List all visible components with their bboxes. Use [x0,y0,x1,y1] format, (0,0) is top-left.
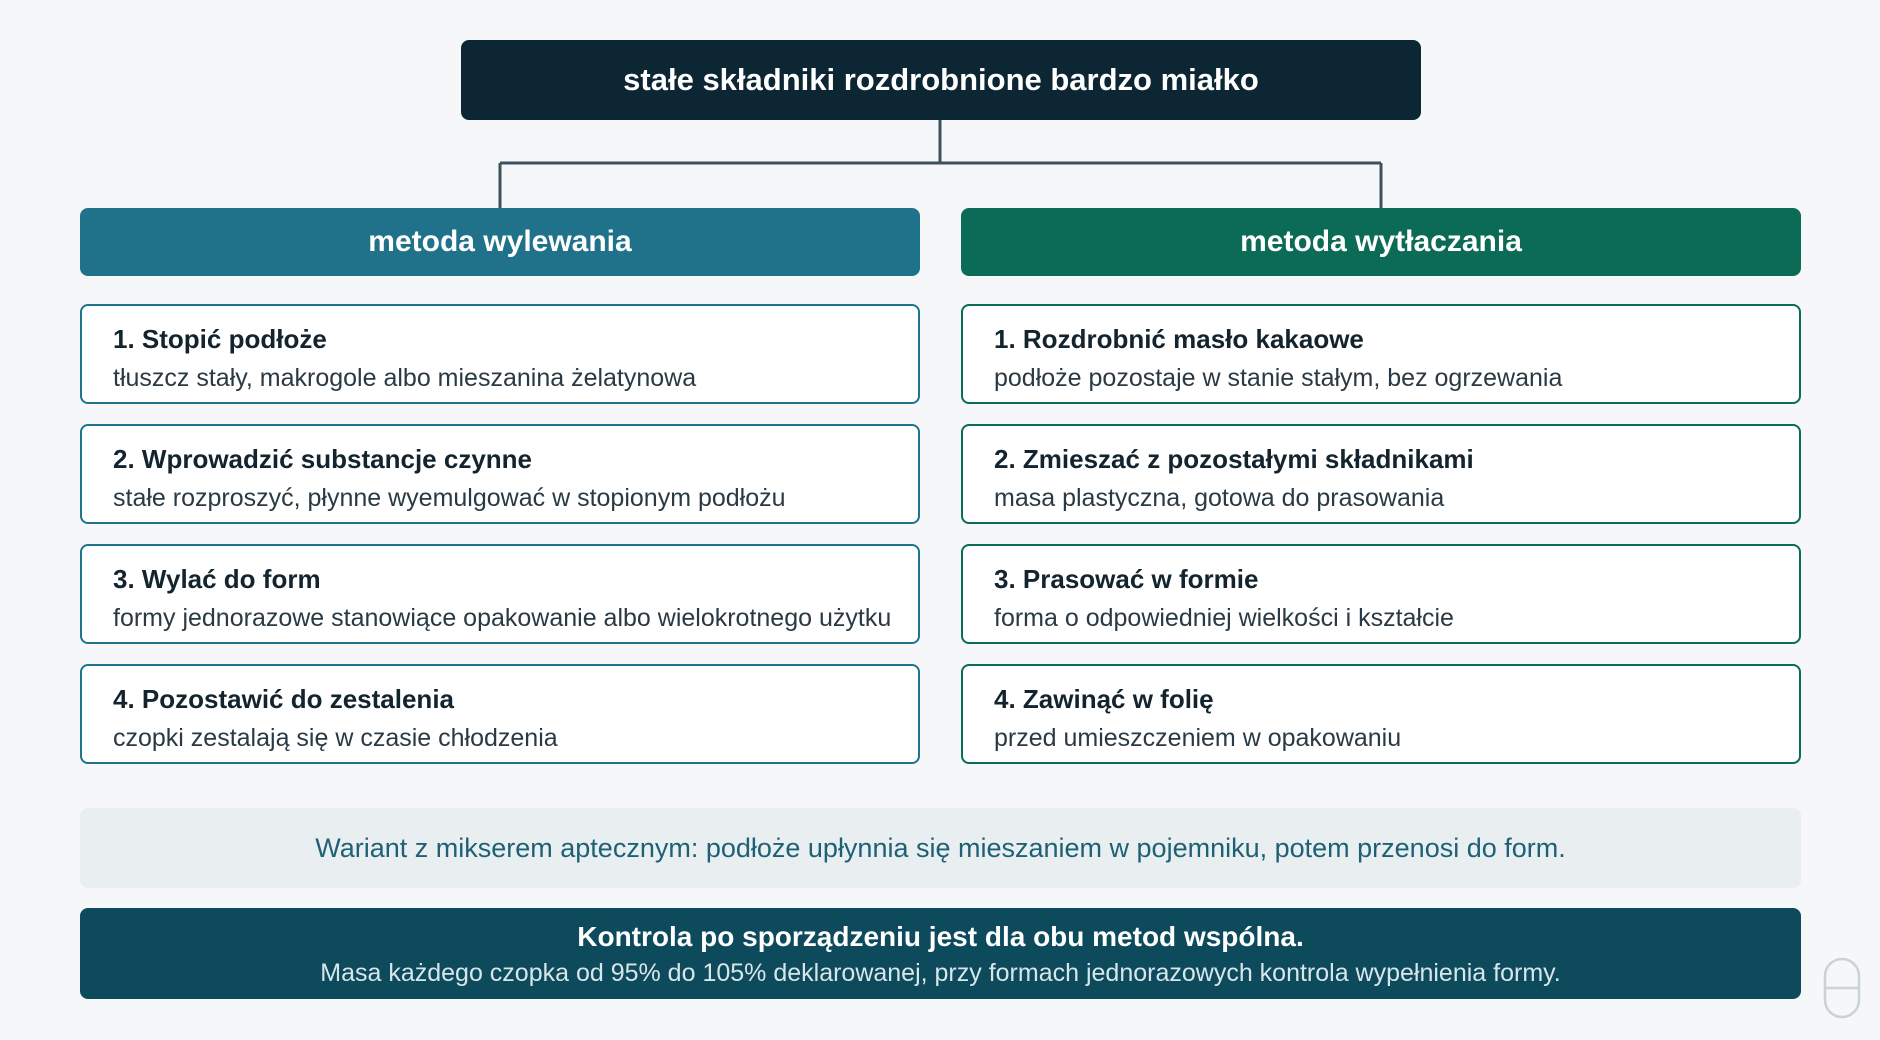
step-card [80,664,920,764]
pouring-steps [80,304,920,784]
step-title: 3. Prasować w formie [994,564,1259,594]
step-description: masa plastyczna, gotowa do prasowania [994,484,1445,512]
root-title: stałe składniki rozdrobnione bardzo miałko [623,62,1259,97]
step-title: 2. Wprowadzić substancje czynne [113,444,532,474]
step-title: 1. Stopić podłoże [113,324,327,354]
step-card [961,664,1801,764]
step-title: 4. Pozostawić do zestalenia [113,684,454,714]
step-title: 1. Rozdrobnić masło kakaowe [994,324,1364,354]
step-card [80,304,920,404]
step-title: 2. Zmieszać z pozostałymi składnikami [994,444,1474,474]
step-card [80,424,920,524]
method-header-pouring [80,208,920,276]
method-title: metoda wytłaczania [1240,225,1522,258]
step-description: forma o odpowiedniej wielkości i kształcie [994,604,1454,632]
step-description: formy jednorazowe stanowiące opakowanie albo wielokrotnego użytku [113,604,892,632]
step-card [961,424,1801,524]
extrusion-steps [961,304,1801,784]
variant-note [80,808,1801,888]
step-description: tłuszcz stały, makrogole albo mieszanina żelatynowa [113,364,697,392]
method-title: metoda wylewania [368,225,632,258]
step-card [80,544,920,644]
summary-text: Masa każdego czopka od 95% do 105% deklarowanej, przy formach jednorazowych kontrola wypełnienia formy. [320,959,1561,987]
step-title: 3. Wylać do form [113,564,321,594]
summary-title: Kontrola po sporządzeniu jest dla obu metod wspólna. [577,921,1304,952]
step-description: stałe rozproszyć, płynne wyemulgować w stopionym podłożu [113,484,786,512]
variant-note-text: Wariant z mikserem aptecznym: podłoże upłynnia się mieszaniem w pojemniku, potem przenosi do form. [315,832,1566,863]
step-card [961,304,1801,404]
step-description: podłoże pozostaje w stanie stałym, bez ogrzewania [994,364,1563,392]
step-card [961,544,1801,644]
capsule-icon [1822,956,1862,1020]
summary-box [80,908,1801,999]
step-description: czopki zestalają się w czasie chłodzenia [113,724,558,752]
step-title: 4. Zawinąć w folię [994,684,1214,714]
method-header-extrusion [961,208,1801,276]
step-description: przed umieszczeniem w opakowaniu [994,724,1402,752]
